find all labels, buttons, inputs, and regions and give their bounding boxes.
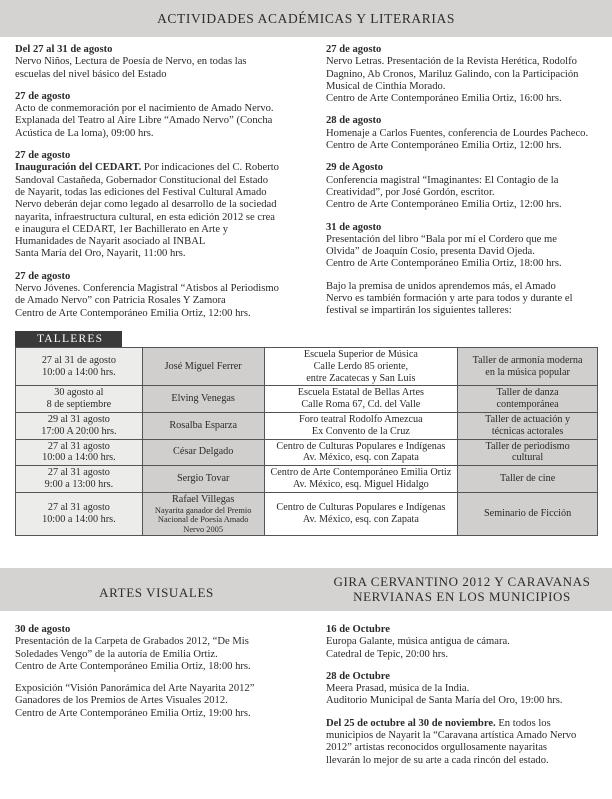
entry-date: 27 de agosto: [15, 150, 71, 162]
gira-column: [326, 624, 598, 777]
cell-when: [16, 348, 143, 386]
cell-workshop-line: en la música popular: [485, 366, 570, 378]
entry-line: Nervo deberán dejar como legado al desarrollo de la sociedad: [15, 199, 277, 211]
entry-line: Acústica de La loma), 09:00 hrs.: [15, 127, 154, 139]
table-row: [16, 492, 598, 536]
cell-when: [16, 492, 143, 536]
cell-venue-line: Av. México, esq. Miguel Hidalgo: [292, 478, 429, 490]
entry-line: Nervo Jóvenes. Conferencia Magistral “Atisbos al Periodismo: [15, 283, 279, 295]
cell-venue-line: Av. México, esq. con Zapata: [302, 452, 419, 464]
artes-entry: [15, 683, 298, 720]
left-entry: [15, 150, 298, 261]
entry-line: municipios de Nayarit la “Caravana artística Amado Nervo: [326, 730, 577, 742]
cell-instructor-line: Rafael Villegas: [172, 493, 235, 505]
cell-instructor: [142, 386, 264, 413]
entry-line: de Amado Nervo” con Patricia Rosales Y Zamora: [15, 295, 226, 307]
instructor-note: Nacional de Poesía Amado: [157, 515, 249, 525]
entry-line: Catedral de Tepic, 20:00 hrs.: [326, 648, 449, 660]
entry-date: 16 de Octubre: [326, 624, 390, 635]
entry-line: Explanada del Teatro al Aire Libre “Amado Nervo” (Concha: [15, 115, 273, 127]
cell-workshop: [458, 466, 598, 493]
entry-line: Nervo Niños, Lectura de Poesía de Nervo, en todas las: [15, 56, 247, 68]
artes-entry: [15, 624, 298, 673]
entry-date: Del 27 al 31 de agosto: [15, 44, 113, 55]
entry-line: Olvida” de Joaquín Cosío, presenta David Ojeda.: [326, 246, 535, 258]
entry-line: Humanidades de Nayarit asociado al INBAL: [15, 236, 206, 248]
cell-when: [16, 466, 143, 493]
gira-header-line: GIRA CERVANTINO 2012 Y CARAVANAS: [333, 574, 591, 589]
cell-instructor-line: Rosalba Esparza: [169, 419, 237, 431]
cell-venue-line: Escuela Superior de Música: [303, 349, 418, 360]
table-row: [16, 412, 598, 439]
entry-lead-bold: Inauguración del CEDART.: [15, 162, 142, 174]
cell-when: [16, 386, 143, 413]
cell-when-line: 27 al 31 agosto: [47, 467, 110, 479]
intro-line: Nervo es también formación y arte para todos y durante el: [326, 293, 573, 305]
cell-workshop-line: Taller de cine: [499, 473, 556, 485]
talleres-label: TALLERES: [15, 331, 122, 347]
instructor-note: Nayarita ganador del Premio: [154, 505, 252, 515]
cell-instructor: [142, 466, 264, 493]
entry-date: 31 de agosto: [326, 221, 382, 233]
entry-line: Creatividad”, por José Gordón, escritor.: [326, 186, 495, 198]
table-row: [16, 439, 598, 466]
cell-venue: [264, 492, 458, 536]
entry-line: Meera Prasad, música de la India.: [326, 683, 470, 695]
entry-line: Homenaje a Carlos Fuentes, conferencia de Lourdes Pacheco.: [326, 127, 589, 139]
section-title-gira: [326, 574, 598, 604]
artes-column: [15, 624, 298, 730]
cell-venue-line: Calle Lerdo 85 oriente,: [313, 360, 409, 372]
cell-workshop-line: contemporánea: [496, 399, 559, 411]
cell-workshop-line: Taller de actuación y: [485, 413, 571, 425]
cell-when-line: 10:00 a 14:00 hrs.: [42, 514, 116, 526]
entry-line: Musical de Cinthia Morado.: [326, 80, 446, 92]
cell-workshop-line: cultural: [512, 452, 544, 464]
cell-venue-line: Centro de Arte Contemporáneo Emilia Ortiz: [270, 467, 452, 479]
cell-workshop: [458, 412, 598, 439]
entry-lead-rest: Por indicaciones del C. Roberto: [141, 162, 279, 174]
section-title-academic: ACTIVIDADES ACADÉMICAS Y LITERARIAS: [157, 11, 455, 26]
table-row: [16, 348, 598, 386]
cell-venue-line: entre Zacatecas y San Luis: [306, 372, 416, 384]
entry-line: escuelas del nivel básico del Estado: [15, 68, 167, 80]
entry-line: Europa Galante, música antigua de cámara.: [326, 636, 510, 648]
intro-line: festival se impartirán los siguientes talleres:: [326, 305, 512, 317]
cell-when-line: 27 al 31 de agosto: [41, 354, 116, 366]
gira-final-entry: [326, 718, 598, 767]
intro-line: Bajo la premisa de unidos aprendemos más, el Amado: [326, 280, 556, 292]
talleres-table: [15, 347, 598, 536]
entry-line: Auditorio Municipal de Santa María del Oro, 19:00 hrs.: [326, 695, 563, 707]
cell-instructor: [142, 439, 264, 466]
entry-lead-line: [326, 718, 598, 730]
entry-line: Centro de Arte Contemporáneo Emilia Ortiz, 12:00 hrs.: [326, 140, 562, 152]
cell-workshop-line: Taller de danza: [496, 387, 559, 399]
left-entry: [15, 44, 298, 81]
cell-instructor: [142, 492, 264, 536]
cell-instructor: [142, 412, 264, 439]
left-column: [15, 44, 298, 330]
instructor-note: Nervo 2005: [183, 524, 224, 534]
entry-line: Santa María del Oro, Nayarit, 11:00 hrs.: [15, 248, 186, 260]
cell-when-line: 30 agosto al: [54, 387, 104, 399]
cell-venue-line: Av. México, esq. con Zapata: [302, 514, 419, 526]
cell-venue-line: Foro teatral Rodolfo Amezcua: [299, 413, 423, 425]
entry-date: 27 de agosto: [326, 44, 382, 55]
cell-when-line: 17:00 A 20:00 hrs.: [41, 425, 117, 437]
entry-date: 27 de agosto: [15, 270, 71, 282]
cell-venue-line: Calle Roma 67, Cd. del Valle: [301, 399, 421, 411]
entry-line: e inaugura el CEDART, 1er Bachillerato en Arte y: [15, 223, 229, 235]
cell-when-line: 10:00 a 14:00 hrs.: [42, 452, 116, 464]
entry-date: 29 de Agosto: [326, 162, 384, 174]
cell-instructor-line: José Miguel Ferrer: [164, 360, 242, 372]
cell-workshop-line: técnicas actorales: [491, 425, 564, 437]
entry-line: Presentación del libro “Bala por mí el Cordero que me: [326, 233, 557, 245]
entry-line: Centro de Arte Contemporáneo Emilia Ortiz, 18:00 hrs.: [326, 258, 562, 270]
talleres-intro: [326, 281, 598, 318]
cell-instructor-line: César Delgado: [173, 446, 234, 458]
cell-venue: [264, 466, 458, 493]
right-entry: [326, 222, 598, 271]
entry-date: 27 de agosto: [15, 90, 71, 102]
cell-venue: [264, 348, 458, 386]
entry-line: nayarita, infraestructura cultural, en esta edición 2012 se crea: [15, 211, 276, 223]
right-entry: [326, 44, 598, 105]
section-title-artes: ARTES VISUALES: [99, 585, 214, 600]
cell-venue-line: Ex Convento de la Cruz: [311, 425, 410, 437]
gira-header-line: NERVIANAS EN LOS MUNICIPIOS: [353, 589, 571, 604]
cell-when-line: 9:00 a 13:00 hrs.: [44, 478, 114, 490]
cell-workshop-line: Seminario de Ficción: [484, 508, 572, 520]
entry-line: Dagnino, Ab Cronos, Mariluz Galindo, con la Participación: [326, 68, 579, 80]
cell-instructor-line: Sergio Tovar: [176, 473, 230, 485]
cell-workshop-line: Taller de armonía moderna: [472, 354, 583, 366]
entry-lead-rest: En todos los: [495, 717, 551, 729]
cell-instructor-line: Elving Venegas: [171, 393, 235, 405]
cell-when-line: 8 de septiembre: [46, 399, 112, 411]
entry-line: Conferencia magistral “Imaginantes: El Contagio de la: [326, 174, 559, 186]
entry-line: Soledades Vengo” de la autoría de Emilia Ortiz.: [15, 648, 218, 660]
entry-line: Centro de Arte Contemporáneo Emilia Ortiz, 16:00 hrs.: [326, 93, 562, 105]
entry-lead-bold: Del 25 de octubre al 30 de noviembre.: [326, 717, 496, 729]
entry-line: 2012” artistas reconocidos orgullosamente nayaritas: [326, 742, 548, 754]
left-entry: [15, 91, 298, 140]
cell-instructor: [142, 348, 264, 386]
cell-when: [16, 439, 143, 466]
cell-when-line: 27 al 31 agosto: [47, 440, 110, 452]
entry-date: 28 de agosto: [326, 115, 382, 127]
left-entry: [15, 271, 298, 320]
cell-venue-line: Centro de Culturas Populares e Indígenas: [276, 502, 446, 514]
right-entry: [326, 162, 598, 211]
cell-workshop: [458, 386, 598, 413]
entry-line: Presentación de la Carpeta de Grabados 2012, “De Mis: [15, 636, 249, 648]
gira-entry: [326, 624, 598, 661]
entry-date: 30 de agosto: [15, 624, 71, 635]
table-row: [16, 466, 598, 493]
right-entry: [326, 115, 598, 152]
cell-when: [16, 412, 143, 439]
entry-line: Nervo Letras. Presentación de la Revista Herética, Rodolfo: [326, 56, 577, 68]
entry-line: de Nayarit, todas las ediciones del Festival Cultural Amado: [15, 186, 267, 198]
cell-venue-line: Escuela Estatal de Bellas Artes: [297, 387, 424, 399]
cell-venue-line: Centro de Culturas Populares e Indígenas: [276, 440, 446, 452]
cell-venue: [264, 412, 458, 439]
entry-line: Centro de Arte Contemporáneo Emilia Ortiz, 18:00 hrs.: [15, 660, 251, 672]
entry-line: Centro de Arte Contemporáneo Emilia Ortiz, 19:00 hrs.: [15, 707, 251, 719]
entry-line: Exposición “Visión Panorámica del Arte Nayarita 2012”: [15, 683, 255, 695]
entry-line: Centro de Arte Contemporáneo Emilia Ortiz, 12:00 hrs.: [326, 199, 562, 211]
table-row: [16, 386, 598, 413]
cell-venue: [264, 439, 458, 466]
cell-workshop-line: Taller de periodismo: [485, 440, 570, 452]
cell-when-line: 27 al 31 agosto: [47, 502, 110, 514]
entry-lead-line: [15, 162, 298, 174]
cell-workshop: [458, 492, 598, 536]
entry-line: Sandoval Castañeda, Gobernador Constitucional del Estado: [15, 174, 269, 186]
cell-venue: [264, 386, 458, 413]
entry-line: Centro de Arte Contemporáneo Emilia Ortiz, 12:00 hrs.: [15, 307, 251, 319]
cell-when-line: 10:00 a 14:00 hrs.: [42, 366, 116, 378]
cell-workshop: [458, 439, 598, 466]
entry-line: Ganadores de los Premios de Artes Visuales 2012.: [15, 695, 228, 707]
entry-line: Acto de conmemoración por el nacimiento de Amado Nervo.: [15, 103, 274, 115]
entry-date: 28 de Octubre: [326, 670, 390, 682]
cell-when-line: 29 al 31 agosto: [47, 413, 110, 425]
gira-entry: [326, 671, 598, 708]
entry-line: llevarán lo mejor de su arte a cada rincón del estado.: [326, 754, 549, 766]
right-column: [326, 44, 598, 328]
cell-workshop: [458, 348, 598, 386]
